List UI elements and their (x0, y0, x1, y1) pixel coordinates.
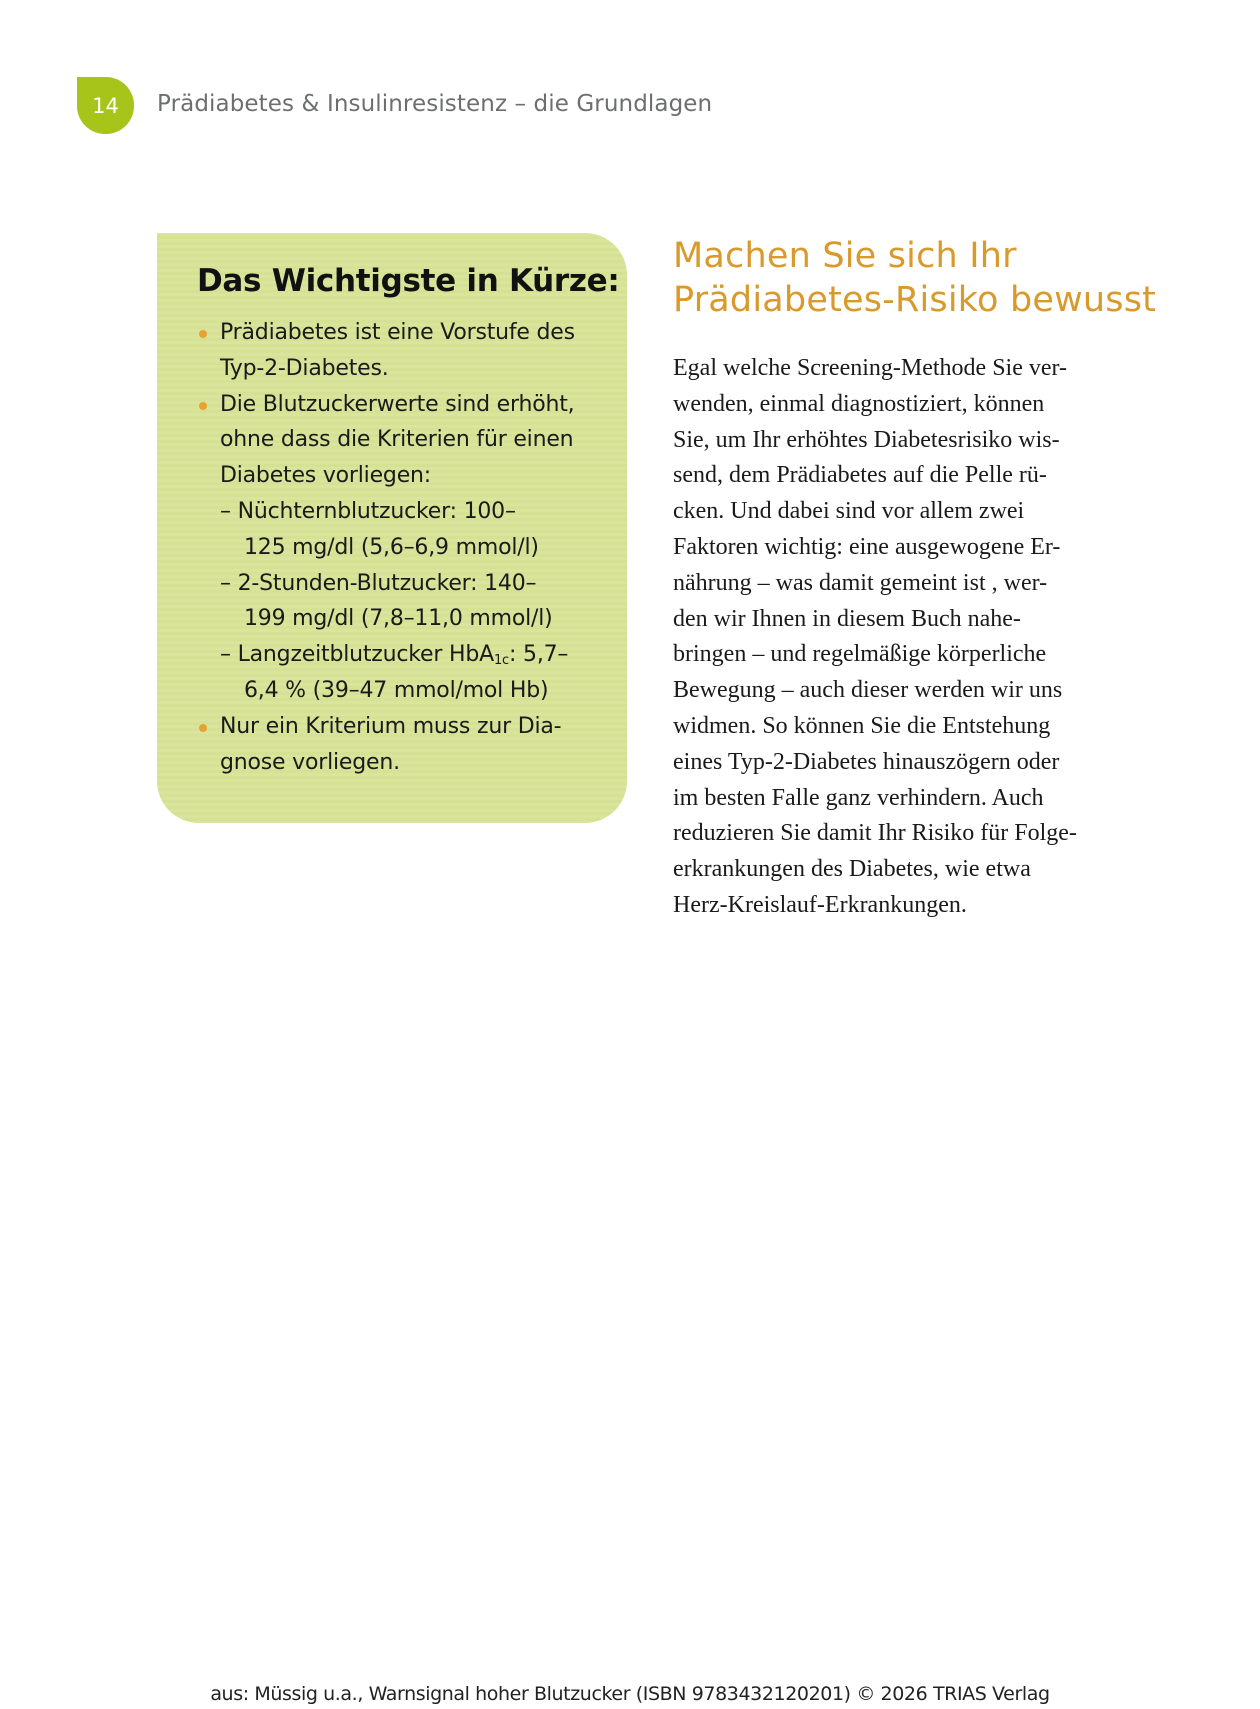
body-line: im besten Falle ganz verhindern. Auch (673, 784, 1044, 811)
summary-list (197, 315, 617, 780)
list-item-continuation: gnose vorliegen. (220, 749, 400, 775)
list-item: Nur ein Kriterium muss zur Dia- (197, 709, 617, 745)
body-line: wenden, einmal diagnostiziert, können (673, 390, 1045, 417)
footer-credit: aus: Müssig u.a., Warnsignal hoher Blutzucker (ISBN 9783432120201) © 2026 TRIAS Verlag (210, 1683, 1050, 1705)
bullet-dot-icon (199, 330, 207, 338)
summary-title: Das Wichtigste in Kürze: (197, 263, 620, 299)
body-line: send, dem Prädiabetes auf die Pelle rü- (673, 462, 1047, 489)
sub-list-item-continuation: 125 mg/dl (5,6–6,9 mmol/l) (244, 534, 539, 560)
sub-list-item: – 2-Stunden-Blutzucker: 140– (220, 570, 537, 596)
page-number-badge (77, 77, 134, 134)
body-line: Sie, um Ihr erhöhtes Diabetesrisiko wis- (673, 426, 1060, 453)
body-line: den wir Ihnen in diesem Buch nahe- (673, 605, 1021, 632)
sub-list-item-continuation: 199 mg/dl (7,8–11,0 mmol/l) (244, 606, 553, 632)
body-line: Bewegung – auch dieser werden wir uns (673, 677, 1063, 704)
body-line: Egal welche Screening-Methode Sie ver- (673, 355, 1068, 381)
running-title: Prädiabetes & Insulinresistenz – die Grundlagen (157, 91, 713, 117)
body-line: cken. Und dabei sind vor allem zwei (673, 498, 1025, 525)
subscript: 1c (493, 653, 510, 669)
body-line: reduzieren Sie damit Ihr Risiko für Folge- (673, 820, 1077, 847)
list-item: Prädiabetes ist eine Vorstufe des (197, 315, 617, 351)
list-item-continuation: Typ-2-Diabetes. (220, 355, 389, 381)
heading-line: Machen Sie sich Ihr (673, 236, 1017, 276)
body-line: widmen. So können Sie die Entstehung (673, 712, 1051, 739)
list-item-continuation: Diabetes vorliegen: (220, 463, 431, 489)
sub-list-item: – Langzeitblutzucker HbA$_{1c}$: 5,7– (220, 642, 569, 669)
list-item-continuation: ohne dass die Kriterien für einen (220, 427, 574, 453)
sub-list-item: – Nüchternblutzucker: 100– (220, 498, 516, 524)
bullet-dot-icon (199, 724, 207, 732)
body-line: Herz-Kreislauf-Erkrankungen. (673, 891, 967, 918)
sub-list-item-continuation: 6,4 % (39–47 mmol/mol Hb) (244, 677, 549, 703)
body-line: bringen – und regelmäßige körperliche (673, 641, 1047, 668)
bullet-dot-icon (199, 402, 207, 410)
body-line: nährung – was damit gemeint ist , wer- (673, 569, 1048, 596)
body-line: erkrankungen des Diabetes, wie etwa (673, 856, 1031, 883)
heading-line: Prädiabetes-Risiko bewusst (673, 280, 1157, 320)
article-body (673, 351, 1173, 924)
summary-box (157, 233, 627, 823)
page-number: 14 (92, 93, 119, 118)
body-line: eines Typ-2-Diabetes hinauszögern oder (673, 748, 1060, 775)
list-item: Die Blutzuckerwerte sind erhöht, (197, 387, 617, 423)
body-line: Faktoren wichtig: eine ausgewogene Er- (673, 533, 1061, 560)
article-heading (673, 234, 1193, 322)
